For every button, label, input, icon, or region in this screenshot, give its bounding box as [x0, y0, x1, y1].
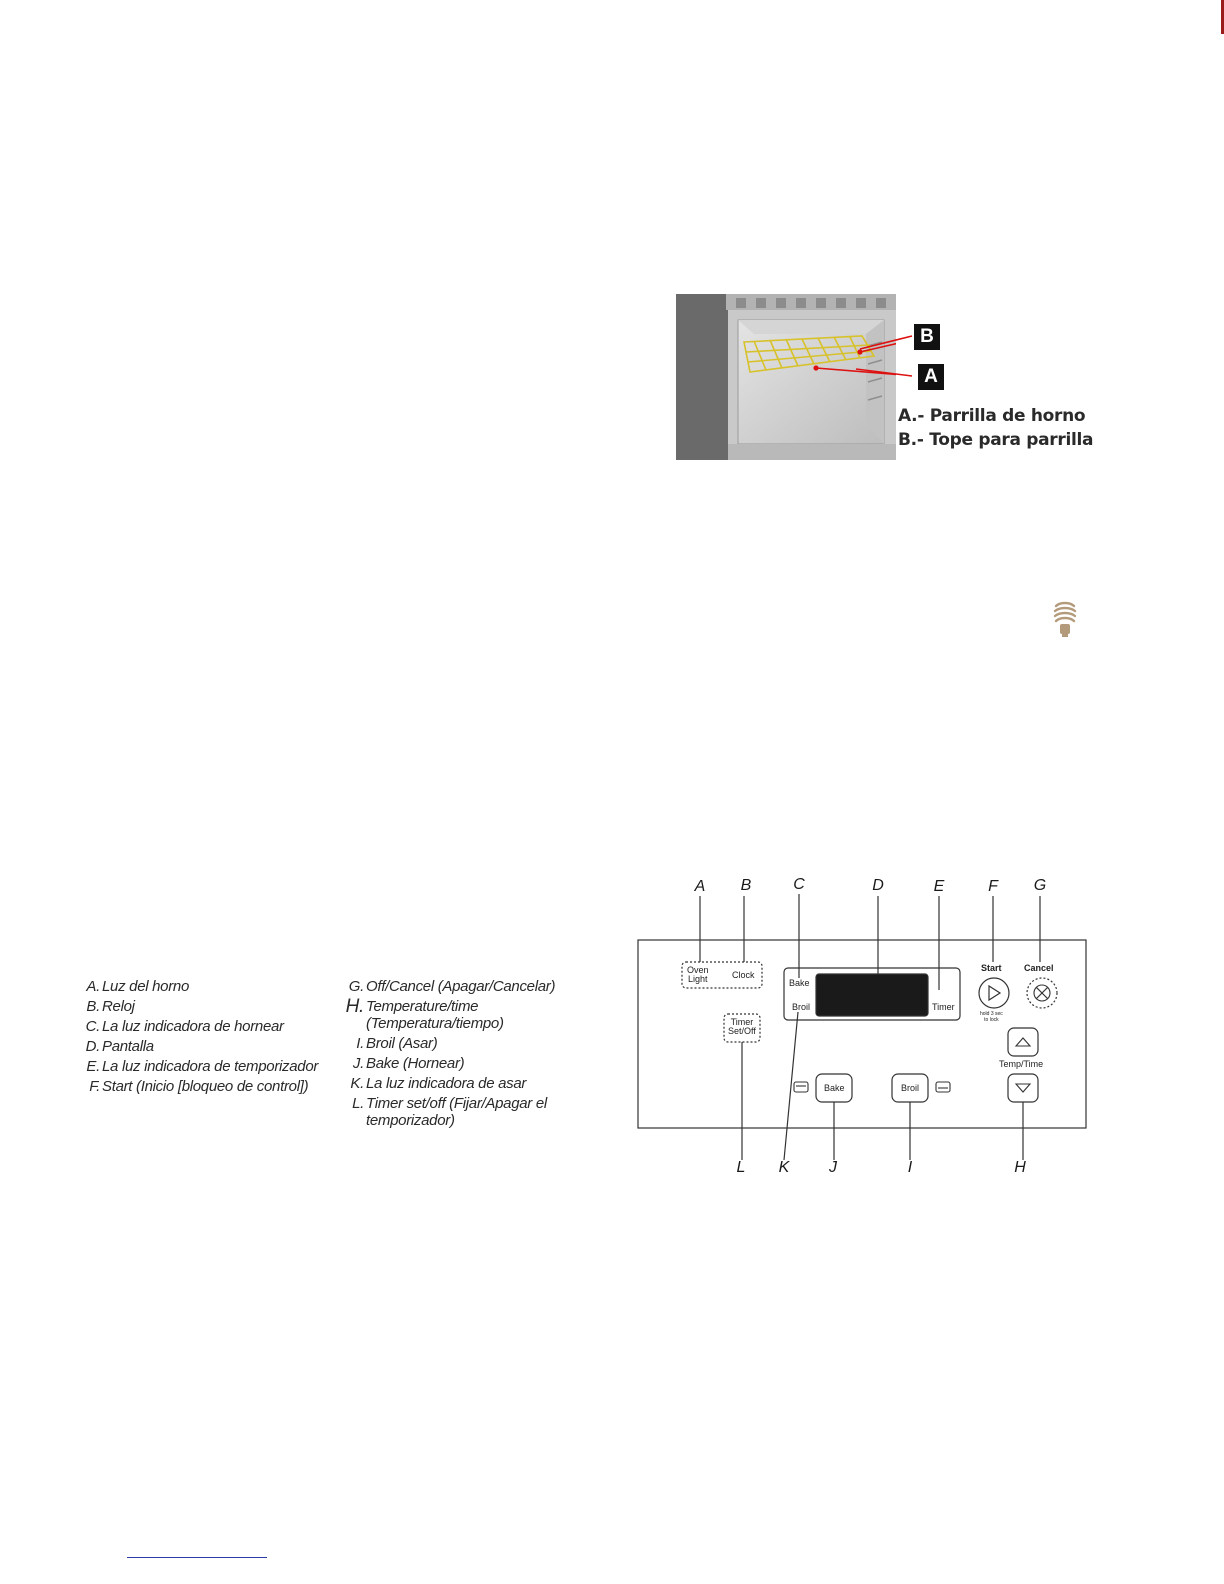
legend-letter: D. [85, 1038, 100, 1055]
control-panel-drawing [630, 872, 1100, 1182]
legend-item [80, 998, 330, 1015]
callout-leaders [856, 322, 916, 392]
tag-e: E [933, 878, 945, 895]
legend-item [80, 1058, 330, 1075]
tag-c: C [793, 876, 805, 893]
start-button[interactable] [979, 987, 1009, 1001]
legend-text: Luz del horno [102, 978, 190, 995]
oven-light-button[interactable] [687, 966, 709, 984]
tag-a: A [694, 878, 706, 895]
legend-letter: J. [352, 1055, 364, 1072]
broil-indicator: Broil [792, 1002, 811, 1012]
tag-k: K [778, 1159, 790, 1176]
oven-light-label-1: Oven [687, 965, 709, 975]
legend-letter: G. [348, 978, 364, 995]
legend-letter: I. [356, 1035, 364, 1052]
legend-item [80, 978, 330, 995]
tag-g: G [1033, 877, 1047, 894]
legend-item [344, 1075, 594, 1092]
temp-time-label: Temp/Time [999, 1059, 1044, 1069]
legend-text: La luz indicadora de temporizador [102, 1058, 319, 1075]
legend-letter: B. [86, 998, 100, 1015]
timer-set-off-button[interactable] [728, 1018, 756, 1036]
legend-letter: F. [89, 1078, 100, 1095]
callout-b: B [914, 324, 940, 350]
legend-letter: L. [352, 1095, 364, 1112]
light-bulb-icon [1050, 600, 1078, 638]
bake-indicator: Bake [789, 978, 810, 988]
tag-d: D [872, 877, 884, 894]
hold-note-1: hold 3 sec [980, 1011, 1003, 1017]
legend-text: Timer set/off (Fijar/Apagar el temporizador) [366, 1095, 547, 1129]
legend-letter: K. [350, 1075, 364, 1092]
legend-text: Off/Cancel (Apagar/Cancelar) [366, 978, 556, 995]
footer-rule [127, 1557, 267, 1558]
hold-to-lock-note [980, 1011, 1003, 1023]
cancel-label: Cancel [1024, 963, 1054, 973]
timer-indicator: Timer [932, 1002, 955, 1012]
legend-item [344, 998, 594, 1032]
legend-item [80, 1078, 330, 1095]
legend-text: Temperature/time (Temperatura/tiempo) [366, 998, 504, 1032]
temp-up-button[interactable] [1008, 1028, 1038, 1056]
legend-text: Bake (Hornear) [366, 1055, 465, 1072]
cancel-button[interactable] [1027, 978, 1057, 1008]
legend-item [344, 1035, 594, 1052]
start-label: Start [981, 963, 1002, 973]
legend-letter: H. [345, 996, 364, 1017]
tag-j: J [829, 1159, 837, 1176]
legend-right-column [344, 978, 594, 1132]
clock-button[interactable]: Clock [732, 970, 755, 980]
legend-text: Pantalla [102, 1038, 154, 1055]
hold-note-2: to lock [984, 1017, 999, 1023]
legend-letter: E. [86, 1058, 100, 1075]
legend-item [80, 1038, 330, 1055]
rack-caption-b: B.- Tope para parrilla [898, 430, 1094, 450]
legend-text: Broil (Asar) [366, 1035, 438, 1052]
legend-item [344, 978, 594, 995]
legend-left-column [80, 978, 330, 1098]
legend-text: Start (Inicio [bloqueo de control]) [102, 1078, 309, 1095]
rack-caption-a: A.- Parrilla de horno [898, 406, 1086, 426]
bake-button[interactable]: Bake [824, 1083, 845, 1093]
control-panel-diagram [630, 872, 1100, 1182]
tag-i: I [907, 1159, 913, 1176]
legend-letter: A. [86, 978, 100, 995]
timer-set-off-label-1: Timer [730, 1017, 754, 1027]
legend-item [80, 1018, 330, 1035]
tag-h: H [1014, 1159, 1026, 1176]
tag-b: B [740, 877, 752, 894]
timer-set-off-label-2: Set/Off [728, 1026, 756, 1036]
temp-down-button[interactable] [1008, 1074, 1038, 1102]
legend-text: La luz indicadora de asar [366, 1075, 527, 1092]
legend-item [344, 1055, 594, 1072]
broil-button[interactable]: Broil [901, 1083, 920, 1093]
oven-rack-figure [676, 292, 1094, 464]
legend-item [344, 1095, 594, 1129]
tag-f: F [988, 878, 998, 895]
oven-light-label-2: Light [687, 974, 708, 984]
legend-text: Reloj [102, 998, 135, 1015]
legend-text: La luz indicadora de hornear [102, 1018, 284, 1035]
tag-l: L [736, 1159, 746, 1176]
legend-letter: C. [85, 1018, 100, 1035]
callout-a: A [918, 364, 944, 390]
